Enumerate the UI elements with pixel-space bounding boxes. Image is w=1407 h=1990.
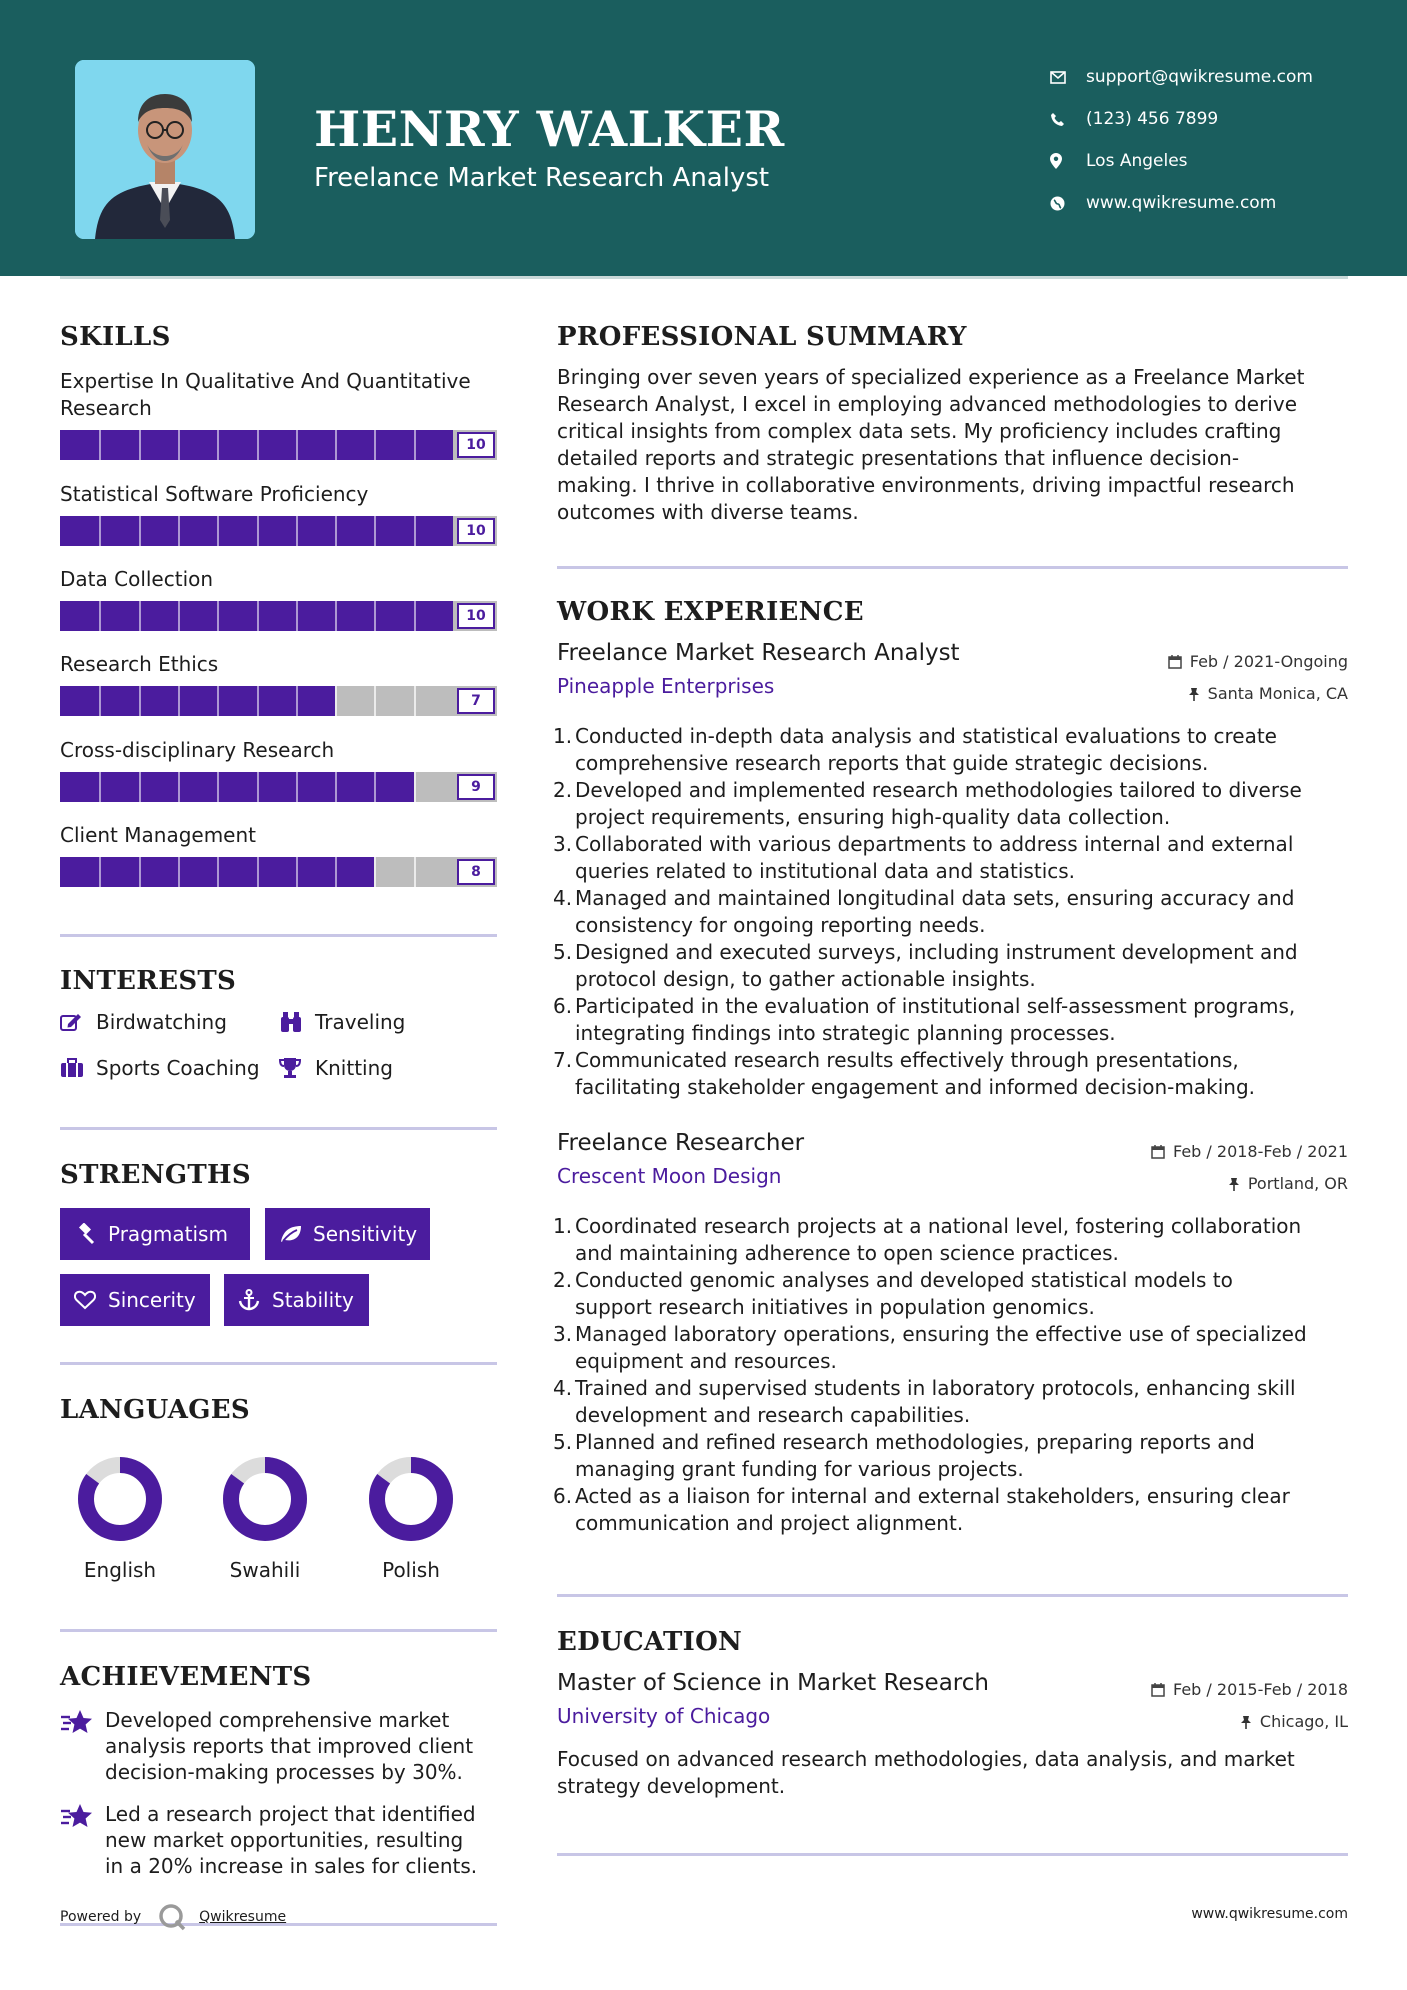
skill-bar-segment	[374, 857, 376, 887]
job-dates	[1151, 1142, 1348, 1161]
skill-bar-segment	[374, 516, 376, 546]
skill-item	[60, 651, 497, 716]
achievement-item	[60, 1801, 497, 1879]
section-divider	[557, 566, 1348, 569]
skill-bar-segment	[335, 686, 337, 716]
achievement-line: Led a research project that identified	[105, 1802, 476, 1826]
job-company: Pineapple Enterprises	[557, 674, 775, 698]
calendar-icon	[1168, 655, 1182, 669]
gavel-icon	[74, 1223, 108, 1245]
skill-bar-segment	[99, 516, 101, 546]
job-dates-text: Feb / 2021-Ongoing	[1189, 652, 1348, 671]
duty-item	[557, 939, 1348, 993]
summary-line: making. I thrive in collaborative environments, driving impactful research	[557, 473, 1295, 497]
job-company: Crescent Moon Design	[557, 1164, 782, 1188]
calendar-icon	[1151, 1145, 1165, 1159]
skill-bar-segment	[414, 516, 416, 546]
contact-list	[1050, 56, 1313, 224]
heart-icon	[74, 1290, 108, 1310]
skill-bar-segment	[178, 772, 180, 802]
job-duties-list	[557, 1213, 1348, 1537]
contact-website-text: www.qwikresume.com	[1086, 193, 1277, 213]
skill-bar-fill	[60, 772, 414, 802]
envelope-icon	[1050, 71, 1086, 84]
skill-bar-segment	[139, 857, 141, 887]
skill-bar-segment	[217, 430, 219, 460]
duty-line: Conducted in-depth data analysis and statistical evaluations to create	[575, 724, 1277, 748]
skill-bar-segment	[217, 772, 219, 802]
job-duties-list	[557, 723, 1348, 1101]
duty-line: facilitating stakeholder engagement and informed decision-making.	[575, 1075, 1255, 1099]
duty-line: queries related to institutional data and statistics.	[575, 859, 1076, 883]
section-divider	[557, 1594, 1348, 1597]
experience-section	[557, 597, 1348, 627]
strength-label: Sensitivity	[313, 1222, 418, 1246]
education-line: strategy development.	[557, 1774, 786, 1798]
skill-bar-segment	[217, 857, 219, 887]
skill-bar-segment	[335, 601, 337, 631]
skill-bar-segment	[414, 601, 416, 631]
skill-name: Data Collection	[60, 567, 214, 591]
achievement-line: analysis reports that improved client	[105, 1734, 474, 1758]
skill-bar-segment	[139, 686, 141, 716]
duty-line: support research initiatives in population genomics.	[575, 1295, 1095, 1319]
skill-bar-segment	[335, 430, 337, 460]
skill-bar-segment	[217, 686, 219, 716]
summary-line: Bringing over seven years of specialized experience as a Freelance Market	[557, 365, 1305, 389]
skill-item	[60, 566, 497, 631]
duty-item	[557, 993, 1348, 1047]
skill-item	[60, 481, 497, 546]
interest-label: Knitting	[315, 1056, 393, 1080]
skill-bar-segment	[335, 857, 337, 887]
strength-chip	[224, 1274, 369, 1326]
job-location	[1188, 684, 1348, 703]
skill-bar-segment	[374, 772, 376, 802]
skill-bar-segment	[296, 430, 298, 460]
interests-section	[60, 966, 497, 996]
contact-email-text: support@qwikresume.com	[1086, 67, 1313, 87]
pushpin-icon	[1228, 1177, 1240, 1191]
binoculars-icon	[279, 1011, 315, 1033]
skills-heading: SKILLS	[60, 322, 171, 352]
duty-line: protocol design, to gather actionable insights.	[575, 967, 1036, 991]
skill-bar-segment	[178, 857, 180, 887]
duty-line: Conducted genomic analyses and developed statistical models to	[575, 1268, 1233, 1292]
education-dates	[1151, 1680, 1348, 1699]
skill-bar-segment	[217, 601, 219, 631]
duty-line: Coordinated research projects at a national level, fostering collaboration	[575, 1214, 1302, 1238]
skill-bar-segment	[257, 601, 259, 631]
contact-phone-text: (123) 456 7899	[1086, 109, 1219, 129]
strength-chip	[60, 1274, 210, 1326]
skill-bar	[60, 857, 497, 887]
job-dates	[1168, 652, 1348, 671]
skill-bar-segment	[296, 601, 298, 631]
duty-item	[557, 1213, 1348, 1267]
interest-item	[60, 1010, 227, 1034]
globe-icon	[1050, 196, 1086, 211]
job-location	[1228, 1174, 1348, 1193]
skill-bar-segment	[335, 516, 337, 546]
skill-bar	[60, 772, 497, 802]
strength-label: Sincerity	[108, 1288, 196, 1312]
education-description	[557, 1746, 1348, 1800]
skill-name: Cross-disciplinary Research	[60, 738, 335, 762]
duty-line: communication and project alignment.	[575, 1511, 964, 1535]
education-location-text: Chicago, IL	[1259, 1712, 1348, 1731]
portrait-image	[75, 60, 255, 239]
skill-bar-segment	[374, 601, 376, 631]
education-dates-text: Feb / 2015-Feb / 2018	[1173, 1680, 1348, 1699]
duty-item	[557, 831, 1348, 885]
skill-bar-segment	[414, 430, 416, 460]
language-label: Swahili	[229, 1558, 301, 1582]
duty-line: Participated in the evaluation of institutional self-assessment programs,	[575, 994, 1296, 1018]
skill-bar-segment	[178, 516, 180, 546]
duty-line: project requirements, ensuring high-quality data collection.	[575, 805, 1171, 829]
duty-line: Communicated research results effectively through presentations,	[575, 1048, 1239, 1072]
summary-line: Research Analyst, I excel in employing advanced methodologies to derive	[557, 392, 1297, 416]
header-banner	[0, 0, 1407, 276]
achievement-line: new market opportunities, resulting	[105, 1828, 464, 1852]
achievement-line: in a 20% increase in sales for clients.	[105, 1854, 478, 1878]
languages-heading: LANGUAGES	[60, 1395, 250, 1425]
achievements-heading: ACHIEVEMENTS	[60, 1662, 312, 1692]
interest-label: Sports Coaching	[96, 1056, 260, 1080]
skill-bar	[60, 430, 497, 460]
footer-website[interactable]: www.qwikresume.com	[1191, 1906, 1348, 1922]
footer-powered-by	[60, 1903, 286, 1931]
skill-bar-segment	[296, 686, 298, 716]
skill-bar-segment	[178, 430, 180, 460]
briefcase-icon	[60, 1058, 96, 1078]
skill-name: Research Ethics	[60, 652, 219, 676]
skill-bar-segment	[139, 430, 141, 460]
skill-bar-segment	[296, 516, 298, 546]
school-name: University of Chicago	[557, 1704, 771, 1728]
edit-icon	[60, 1012, 96, 1032]
job-header	[557, 1130, 1348, 1193]
achievement-line: Developed comprehensive market	[105, 1708, 450, 1732]
skill-bar-segment	[414, 686, 416, 716]
duty-line: Trained and supervised students in laboratory protocols, enhancing skill	[575, 1376, 1296, 1400]
education-section	[557, 1627, 1348, 1657]
leaf-icon	[279, 1224, 313, 1244]
skill-bar-segment	[139, 601, 141, 631]
skill-bar-segment	[257, 857, 259, 887]
language-ring	[368, 1456, 454, 1542]
job-location-text: Santa Monica, CA	[1207, 684, 1348, 703]
language-ring	[222, 1456, 308, 1542]
skill-bar-segment	[374, 430, 376, 460]
strength-chip	[60, 1208, 250, 1260]
achievement-item	[60, 1707, 497, 1785]
strength-label: Pragmatism	[108, 1222, 228, 1246]
duty-line: Designed and executed surveys, including instrument development and	[575, 940, 1298, 964]
achievements-section	[60, 1662, 497, 1692]
duty-line: managing grant funding for various projects.	[575, 1457, 1024, 1481]
trophy-icon	[279, 1057, 315, 1079]
language-label: Polish	[382, 1558, 440, 1582]
education-line: Focused on advanced research methodologies, data analysis, and market	[557, 1747, 1295, 1771]
duty-line: integrating findings into strategic planning processes.	[575, 1021, 1116, 1045]
summary-line: critical insights from complex data sets. My proficiency includes crafting	[557, 419, 1282, 443]
degree-title: Master of Science in Market Research	[557, 1670, 989, 1696]
pushpin-icon	[1188, 687, 1200, 701]
job-title: Freelance Researcher	[557, 1130, 805, 1156]
duty-item	[557, 885, 1348, 939]
languages-section	[60, 1395, 497, 1425]
skill-bar-segment	[257, 686, 259, 716]
profile-photo	[75, 60, 255, 239]
skill-score-badge: 9	[457, 774, 495, 800]
skill-score-badge: 8	[457, 859, 495, 885]
duty-line: development and research capabilities.	[575, 1403, 971, 1427]
language-item	[60, 1456, 180, 1582]
duty-line: Collaborated with various departments to address internal and external	[575, 832, 1294, 856]
duty-line: Acted as a liaison for internal and external stakeholders, ensuring clear	[575, 1484, 1290, 1508]
duty-item	[557, 777, 1348, 831]
skill-bar-segment	[414, 857, 416, 887]
job-dates-text: Feb / 2018-Feb / 2021	[1173, 1142, 1348, 1161]
language-label: English	[83, 1558, 157, 1582]
skill-score-badge: 7	[457, 688, 495, 714]
skill-score-badge: 10	[457, 518, 495, 544]
interests-heading: INTERESTS	[60, 966, 237, 996]
duty-line: Planned and refined research methodologies, preparing reports and	[575, 1430, 1255, 1454]
education-header	[557, 1670, 1348, 1730]
skills-section	[60, 322, 497, 352]
map-pin-icon	[1050, 153, 1086, 169]
skill-bar-segment	[257, 430, 259, 460]
star-icon	[60, 1801, 105, 1879]
skill-bar-segment	[335, 772, 337, 802]
job-location-text: Portland, OR	[1247, 1174, 1348, 1193]
experience-heading: WORK EXPERIENCE	[557, 597, 864, 627]
education-location	[1240, 1712, 1348, 1731]
duty-line: Managed and maintained longitudinal data sets, ensuring accuracy and	[575, 886, 1295, 910]
skill-bar-segment	[99, 430, 101, 460]
skill-bar-segment	[257, 516, 259, 546]
section-divider	[60, 1362, 497, 1365]
skill-bar-segment	[99, 601, 101, 631]
interest-item	[279, 1056, 393, 1080]
skill-bar-segment	[139, 516, 141, 546]
summary-line: outcomes with diverse teams.	[557, 500, 859, 524]
skill-bar-segment	[296, 857, 298, 887]
section-divider	[557, 1853, 1348, 1856]
duty-line: Managed laboratory operations, ensuring the effective use of specialized	[575, 1322, 1307, 1346]
pushpin-icon	[1240, 1715, 1252, 1729]
strengths-heading: STRENGTHS	[60, 1160, 251, 1190]
star-icon	[60, 1707, 105, 1785]
qwikresume-logo-icon	[157, 1903, 187, 1931]
skill-bar-segment	[257, 772, 259, 802]
achievement-line: decision-making processes by 30%.	[105, 1760, 463, 1784]
duty-item	[557, 1267, 1348, 1321]
section-divider	[60, 1629, 497, 1632]
skill-bar-segment	[99, 686, 101, 716]
contact-website[interactable]	[1050, 182, 1313, 224]
skill-bar	[60, 516, 497, 546]
interest-label: Traveling	[315, 1010, 406, 1034]
language-item	[351, 1456, 471, 1582]
contact-location	[1050, 140, 1313, 182]
duty-item	[557, 1483, 1348, 1537]
skill-bar-segment	[178, 686, 180, 716]
skill-name: Client Management	[60, 823, 257, 847]
interest-item	[279, 1010, 405, 1034]
duty-line: and maintaining adherence to open science practices.	[575, 1241, 1119, 1265]
strength-label: Stability	[272, 1288, 354, 1312]
summary-heading: PROFESSIONAL SUMMARY	[557, 322, 967, 352]
skill-item	[60, 368, 497, 460]
skill-score-badge: 10	[457, 432, 495, 458]
strengths-section	[60, 1160, 497, 1190]
duty-item	[557, 1429, 1348, 1483]
skill-bar-segment	[217, 516, 219, 546]
duty-item	[557, 1375, 1348, 1429]
skill-bar-segment	[296, 772, 298, 802]
skill-bar	[60, 686, 497, 716]
skill-bar-segment	[414, 772, 416, 802]
section-divider	[60, 1127, 497, 1130]
duty-item	[557, 1321, 1348, 1375]
powered-by-text: Powered by	[60, 1909, 142, 1925]
job-header	[557, 640, 1348, 703]
job-title: Freelance Market Research Analyst	[557, 640, 960, 666]
calendar-icon	[1151, 1683, 1165, 1697]
duty-item	[557, 723, 1348, 777]
contact-email[interactable]	[1050, 56, 1313, 98]
interest-item	[60, 1056, 260, 1080]
skill-bar-segment	[99, 857, 101, 887]
skill-item	[60, 737, 497, 802]
candidate-title: Freelance Market Research Analyst	[314, 163, 770, 193]
contact-location-text: Los Angeles	[1086, 151, 1188, 171]
skill-bar-segment	[178, 601, 180, 631]
strength-chip	[265, 1208, 430, 1260]
duty-line: equipment and resources.	[575, 1349, 837, 1373]
contact-phone[interactable]	[1050, 98, 1313, 140]
skill-item	[60, 822, 497, 887]
skill-bar-segment	[139, 772, 141, 802]
summary-text	[557, 364, 1348, 526]
duty-line: Developed and implemented research methodologies tailored to diverse	[575, 778, 1302, 802]
duty-item	[557, 1047, 1348, 1101]
summary-line: detailed reports and strategic presentations that influence decision-	[557, 446, 1240, 470]
header-divider	[60, 276, 1348, 279]
duty-line: consistency for ongoing reporting needs.	[575, 913, 986, 937]
skill-bar-segment	[99, 772, 101, 802]
phone-icon	[1050, 112, 1086, 127]
brand-link[interactable]: Qwikresume	[199, 1909, 287, 1925]
language-item	[205, 1456, 325, 1582]
anchor-icon	[238, 1289, 272, 1311]
skill-name: Expertise In Qualitative And Quantitative Research	[60, 369, 471, 420]
summary-section	[557, 322, 1348, 526]
language-ring	[77, 1456, 163, 1542]
skill-bar	[60, 601, 497, 631]
education-heading: EDUCATION	[557, 1627, 743, 1657]
interest-label: Birdwatching	[96, 1010, 227, 1034]
skill-score-badge: 10	[457, 603, 495, 629]
skill-bar-segment	[374, 686, 376, 716]
skill-name: Statistical Software Proficiency	[60, 482, 369, 506]
duty-line: comprehensive research reports that guide strategic decisions.	[575, 751, 1209, 775]
section-divider	[60, 934, 497, 937]
candidate-name: HENRY WALKER	[314, 100, 785, 158]
